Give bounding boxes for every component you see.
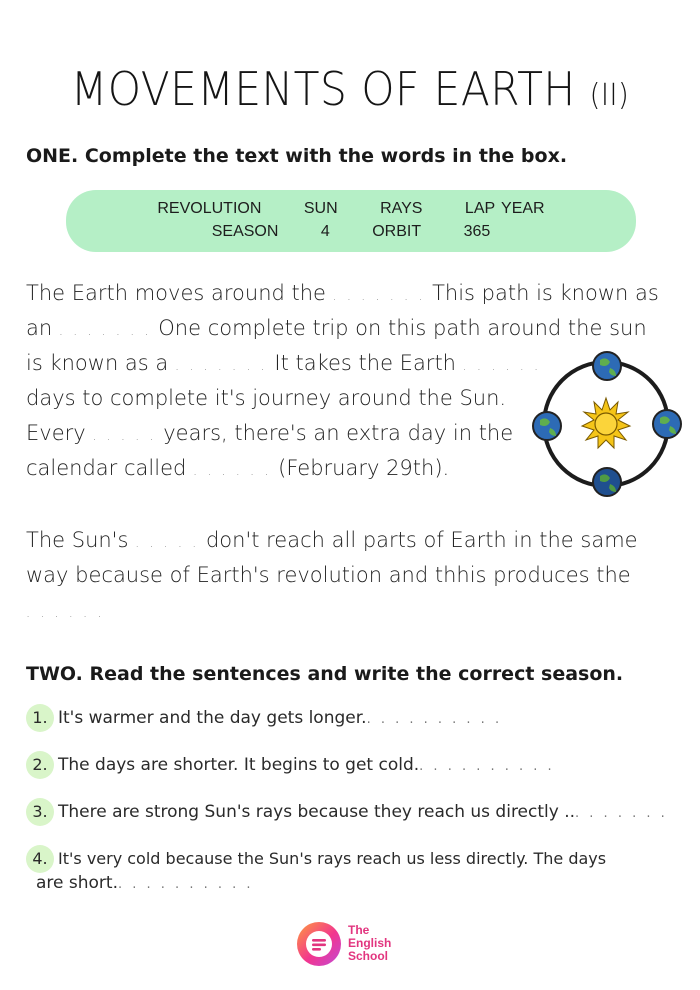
item-text: It's very cold because the Sun's rays reach us less directly. The days <box>58 849 607 868</box>
word-lap-year: LAP YEAR <box>464 200 545 217</box>
list-item-continued <box>36 873 254 893</box>
item-blank[interactable]: . . . . . . . . . . <box>419 759 555 774</box>
p1-text: an <box>26 316 59 340</box>
item-number: 4. <box>26 845 54 873</box>
blank-4[interactable]: . . . . . <box>92 429 157 444</box>
logo-chat-icon <box>297 922 341 966</box>
p1-text: is known as a <box>26 351 175 375</box>
p1-line-2 <box>26 311 659 346</box>
p2-text: way because of Earth's revolution and thhis produces the <box>26 563 631 587</box>
p2-text: The Sun's <box>26 528 136 552</box>
p2-line-3 <box>26 593 638 628</box>
blank-rays[interactable]: . . . . . <box>135 536 200 551</box>
p1-text: calendar called <box>26 456 193 480</box>
word-box-row-1 <box>66 200 636 218</box>
p1-text: (February 29th). <box>271 456 450 480</box>
paragraph-2 <box>26 523 638 628</box>
item-number: 3. <box>26 798 54 826</box>
p1-line-1 <box>26 276 659 311</box>
sun-icon <box>582 398 630 448</box>
title-suffix: (II) <box>589 78 630 113</box>
earth-left-icon <box>533 412 561 440</box>
earth-right-icon <box>653 410 681 438</box>
p2-text: don't reach all parts of Earth in the same <box>199 528 638 552</box>
list-item <box>26 798 668 826</box>
item-number: 1. <box>26 704 54 732</box>
section-two-heading: TWO. Read the sentences and write the correct season. <box>26 663 624 685</box>
earth-orbit-illustration <box>530 350 690 500</box>
p1-text: The Earth moves around the <box>26 281 333 305</box>
blank-orbit[interactable]: . . . . . . . <box>58 324 152 339</box>
logo-line-3: School <box>348 949 389 963</box>
blank-lap-year[interactable]: . . . . . . <box>193 464 272 479</box>
blank-season[interactable]: . . . . . . <box>26 606 105 621</box>
earth-bottom-icon <box>593 468 621 496</box>
p1-text: This path is known as <box>425 281 659 305</box>
logo-icon <box>297 922 341 966</box>
earth-top-icon <box>593 352 621 380</box>
list-item <box>26 704 502 732</box>
word-sun: SUN <box>303 200 338 217</box>
item-text: The days are shorter. It begins to get cold. <box>58 755 420 775</box>
p1-text: It takes the Earth <box>267 351 463 375</box>
p1-text: Every <box>26 421 93 445</box>
list-item <box>26 845 606 873</box>
logo-line-1: The <box>348 923 370 937</box>
page-title <box>28 62 672 116</box>
word-box <box>66 190 636 252</box>
item-blank[interactable]: . . . . . . . . . . <box>118 877 254 892</box>
item-text: There are strong Sun's rays because they reach us directly .. <box>58 802 576 822</box>
word-season: SEASON <box>211 223 279 240</box>
word-revolution: REVOLUTION <box>157 200 262 217</box>
blank-revolution[interactable]: . . . . . . . <box>174 359 268 374</box>
p2-line-1 <box>26 523 638 558</box>
logo-text <box>348 924 391 963</box>
word-orbit: ORBIT <box>372 223 422 240</box>
p2-line-2 <box>26 558 638 593</box>
blank-sun[interactable]: . . . . . . . <box>332 289 426 304</box>
item-number: 2. <box>26 751 54 779</box>
section-one-heading: ONE. Complete the text with the words in the box. <box>26 145 568 167</box>
word-rays: RAYS <box>380 200 423 217</box>
blank-365[interactable]: . . . . . . <box>462 359 542 374</box>
logo-line-2: English <box>348 936 392 950</box>
word-4: 4 <box>320 223 330 240</box>
p1-text: days to complete it's journey around the Sun. <box>26 386 507 410</box>
word-365: 365 <box>463 223 491 240</box>
title-main: MOVEMENTS OF EARTH <box>70 62 576 116</box>
word-box-row-2 <box>66 223 636 241</box>
p1-text: years, there's an extra day in the <box>156 421 514 445</box>
item-text: It's warmer and the day gets longer. <box>58 708 367 728</box>
p1-text: One complete trip on this path around the sun <box>151 316 647 340</box>
item-blank[interactable]: . . . . . . . . . . <box>366 712 503 727</box>
item-blank[interactable]: . . . . . . . <box>575 806 668 821</box>
item-text: are short. <box>36 873 118 893</box>
list-item <box>26 751 555 779</box>
